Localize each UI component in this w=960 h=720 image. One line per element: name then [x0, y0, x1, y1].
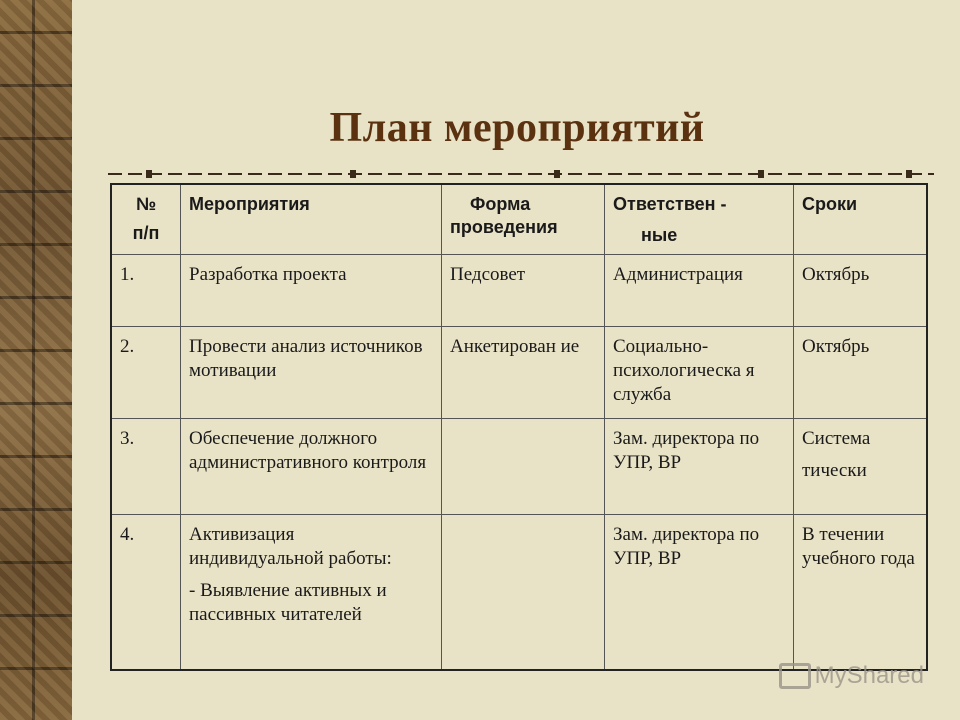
row-term: Система тически: [794, 418, 928, 514]
table-row: [111, 254, 927, 326]
row-event: Активизация индивидуальной работы: - Выявление активных и пассивных читателей: [181, 514, 442, 670]
table-row: [111, 418, 927, 514]
page-title: План мероприятий: [329, 105, 705, 151]
table-row: [111, 514, 927, 670]
header-form: Форма проведения: [442, 184, 605, 254]
row-responsible: Зам. директора по УПР, ВР: [605, 418, 794, 514]
row-responsible: Социально-психологическа я служба: [605, 326, 794, 418]
row-form: Анкетирован ие: [442, 326, 605, 418]
row-form: [442, 514, 605, 670]
row-term: В течении учебного года: [794, 514, 928, 670]
decorative-side-strip: [0, 0, 72, 720]
row-number: 3.: [111, 418, 181, 514]
row-responsible: Зам. директора по УПР, ВР: [605, 514, 794, 670]
row-number: 2.: [111, 326, 181, 418]
watermark: MyShared: [779, 662, 924, 690]
header-number: № п/п: [111, 184, 181, 254]
header-terms: Сроки: [794, 184, 928, 254]
row-number: 4.: [111, 514, 181, 670]
row-term: Октябрь: [794, 254, 928, 326]
table-row: [111, 326, 927, 418]
row-responsible: Администрация: [605, 254, 794, 326]
header-events: Мероприятия: [181, 184, 442, 254]
row-term: Октябрь: [794, 326, 928, 418]
title-divider: [108, 168, 934, 180]
table-header-row: [111, 184, 927, 254]
row-event: Обеспечение должного административного контроля: [181, 418, 442, 514]
row-form: Педсовет: [442, 254, 605, 326]
presentation-icon: [779, 663, 811, 689]
row-number: 1.: [111, 254, 181, 326]
row-event: Провести анализ источников мотивации: [181, 326, 442, 418]
row-form: [442, 418, 605, 514]
header-responsible: Ответствен - ные: [605, 184, 794, 254]
events-plan-table: [110, 183, 928, 671]
row-event: Разработка проекта: [181, 254, 442, 326]
